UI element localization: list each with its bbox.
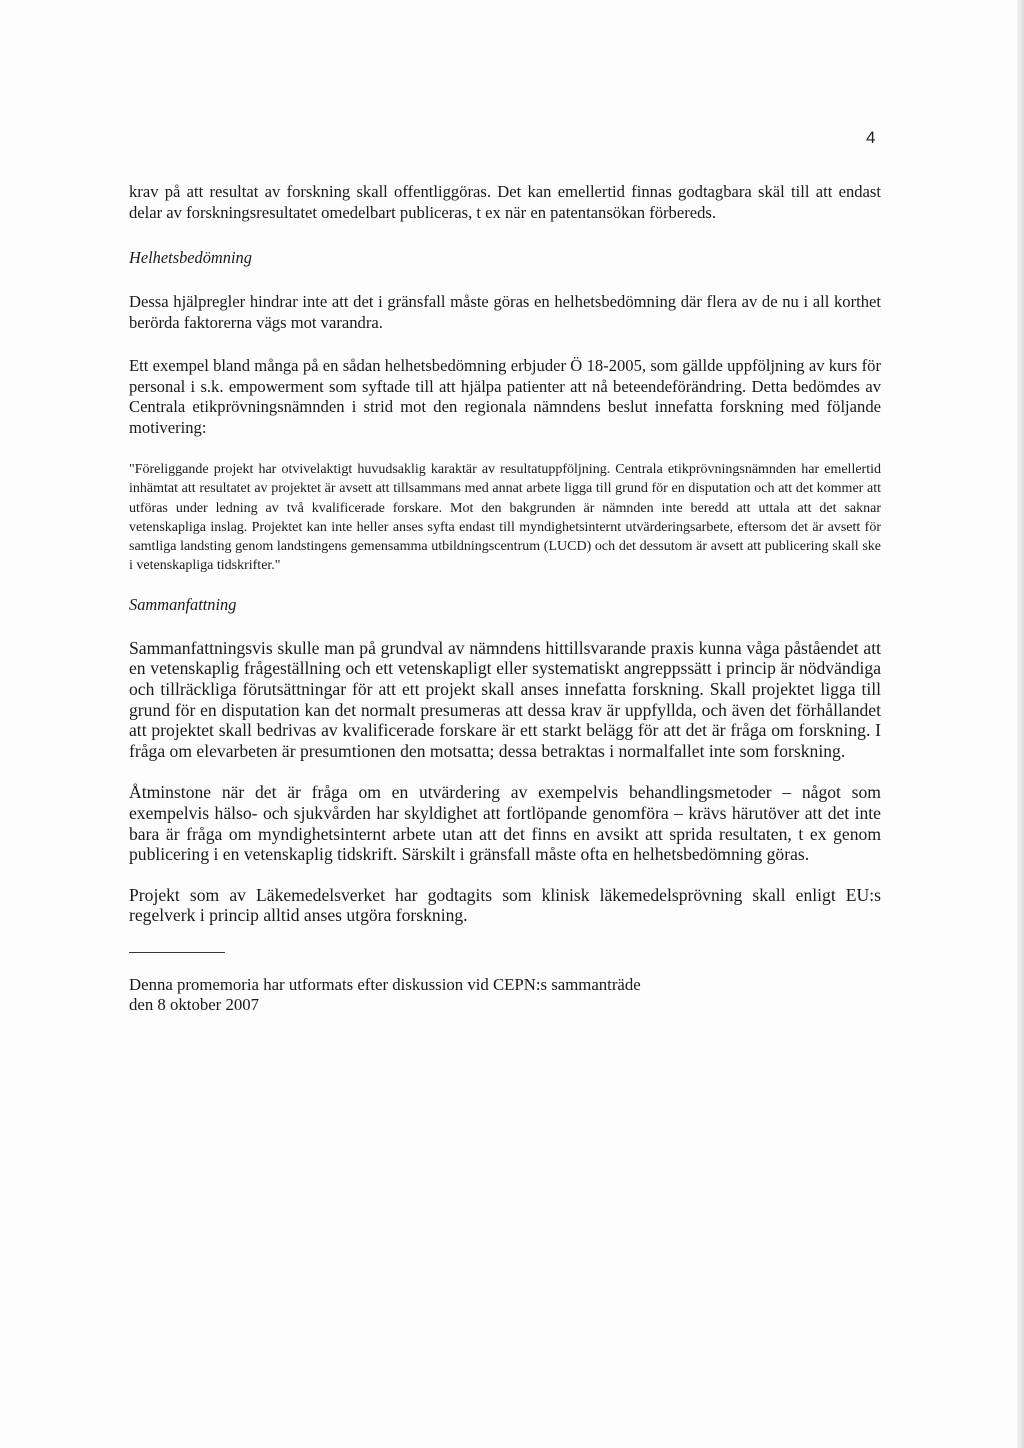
scan-edge <box>1017 0 1024 1448</box>
footnote-rule <box>129 952 225 953</box>
heading-helhetsbedomning: Helhetsbedömning <box>129 248 252 267</box>
note-line-2: den 8 oktober 2007 <box>129 994 260 1014</box>
page-number: 4 <box>866 128 876 147</box>
paragraph-overall-2: Ett exempel bland många på en sådan helhetsbedömning erbjuder Ö 18-2005, som gällde uppföljning av kurs för personal i s.k. empowerment som syftade till att hjälpa patienter att nå beteendeförändring. Detta bedömdes av Centrala etikprövningsnämnden i strid mot den regionala nämndens beslut innefatta forskning med följande motivering: <box>129 356 881 437</box>
paragraph-summary-2: Åtminstone när det är fråga om en utvärdering av exempelvis behandlingsmetoder – något som exempelvis hälso- och sjukvården har skyldighet att fortlöpande genomföra – krävs härutöver att det inte bara är fråga om myndighetsinternt arbete utan att det finns en avsikt att sprida resultaten, t ex genom publicering i en vetenskaplig tidskrift. Särskilt i gränsfall måste ofta en helhetsbedömning göras. <box>129 782 881 865</box>
quote-block: "Föreliggande projekt har otvivelaktigt huvudsaklig karaktär av resultatuppföljning. Centrala etikprövningsnämnden har emellertid inhämtat att resultatet av projektet är avsett att tillsammans med annat arbete ligga till grund för en disputation och att det kommer att utföras under ledning av två kvalificerade forskare. Mot den bakgrunden är nämnden inte beredd att uttala att det saknar vetenskapliga inslag. Projektet kan inte heller anses syfta endast till myndighetsinternt utvärderingsarbete, eftersom det är avsett för samtliga landsting genom landstingens gemensamma utbildningscentrum (LUCD) och det dessutom är avsett att publicering skall ske i vetenskapliga tidskrifter." <box>129 462 881 574</box>
heading-sammanfattning: Sammanfattning <box>129 594 237 614</box>
note-line-1: Denna promemoria har utformats efter diskussion vid CEPN:s sammanträde <box>129 974 641 994</box>
paragraph-summary-1: Sammanfattningsvis skulle man på grundval av nämndens hittillsvarande praxis kunna våga påståendet att en vetenskaplig frågeställning och ett vetenskapligt eller systematiskt angreppssätt i princip är nödvändiga och tillräckliga förutsättningar för att ett projekt skall anses innefatta forskning. Skall projektet ligga till grund för en disputation kan det normalt presumeras att dessa krav är uppfyllda, och även det förhållandet att projektet skall bedrivas av kvalificerade forskare är ett starkt belägg för att det är fråga om forskning. I fråga om elevarbeten är presumtionen den motsatta; dessa betraktas i normalfallet inte som forskning. <box>129 637 881 761</box>
paragraph-summary-3: Projekt som av Läkemedelsverket har godtagits som klinisk läkemedelsprövning skall enligt EU:s regelverk i princip alltid anses utgöra forskning. <box>129 884 881 926</box>
paragraph-intro: krav på att resultat av forskning skall offentliggöras. Det kan emellertid finnas godtagbara skäl till att endast delar av forskningsresultatet omedelbart publiceras, t ex när en patentansökan förbereds. <box>129 182 881 222</box>
document-body <box>129 182 881 1015</box>
paragraph-overall-1: Dessa hjälpregler hindrar inte att det i gränsfall måste göras en helhetsbedömning där flera av de nu i all korthet berörda faktorerna vägs mot varandra. <box>129 292 881 332</box>
